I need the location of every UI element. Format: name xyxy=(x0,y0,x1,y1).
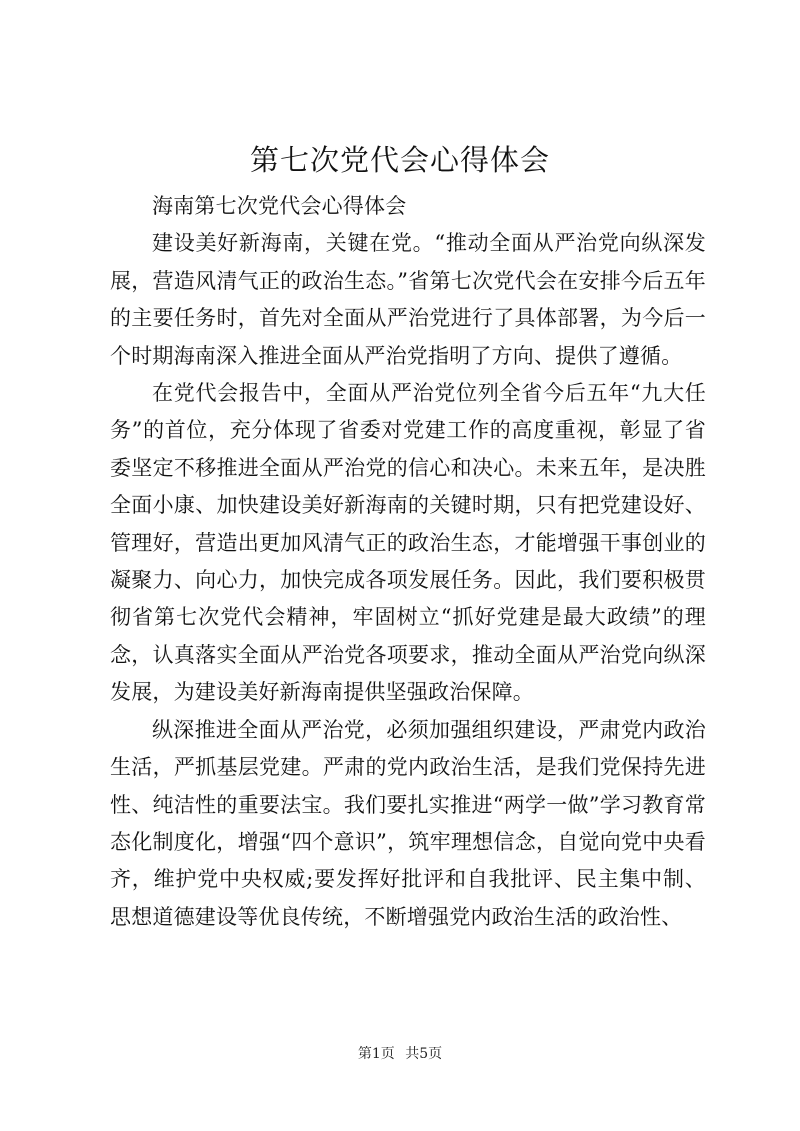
page-number: 第1页 xyxy=(357,1046,395,1062)
document-title: 第七次党代会心得体会 xyxy=(249,143,550,177)
paragraph-subtitle: 海南第七次党代会心得体会 xyxy=(152,194,407,218)
page-footer xyxy=(0,1044,800,1064)
paragraph-3: 纵深推进全面从严治党，必须加强组织建设，严肃党内政治生活，严抓基层党建。严肃的党内政治生活，是我们党保持先进性、纯洁性的重要法宝。我们要扎实推进“两学一做”学习教育常态化制度化，增强“四个意识”，筑牢理想信念，自觉向党中央看齐，维护党中央权威;要发挥好批评和自我批评、民主集中制、思想道德建设等优良传统，不断增强党内政治生活的政治性、 xyxy=(110,717,706,929)
paragraph-2: 在党代会报告中，全面从严治党位列全省今后五年“九大任务”的首位，充分体现了省委对党建工作的高度重视，彰显了省委坚定不移推进全面从严治党的信心和决心。未来五年，是决胜全面小康、加快建设美好新海南的关键时期，只有把党建设好、管理好，营造出更加风清气正的政治生态，才能增强干事创业的凝聚力、向心力，加快完成各项发展任务。因此，我们要积极贯彻省第七次党代会精神，牢固树立“抓好党建是最大政绩”的理念，认真落实全面从严治党各项要求，推动全面从严治党向纵深发展，为建设美好新海南提供坚强政治保障。 xyxy=(110,381,706,705)
page-total: 共5页 xyxy=(405,1046,443,1062)
paragraph-1: 建设美好新海南，关键在党。“推动全面从严治党向纵深发展，营造风清气正的政治生态。”省第七次党代会在安排今后五年的主要任务时，首先对全面从严治党进行了具体部署，为今后一个时期海南深入推进全面从严治党指明了方向、提供了遵循。 xyxy=(110,231,706,368)
document-body xyxy=(110,188,706,936)
